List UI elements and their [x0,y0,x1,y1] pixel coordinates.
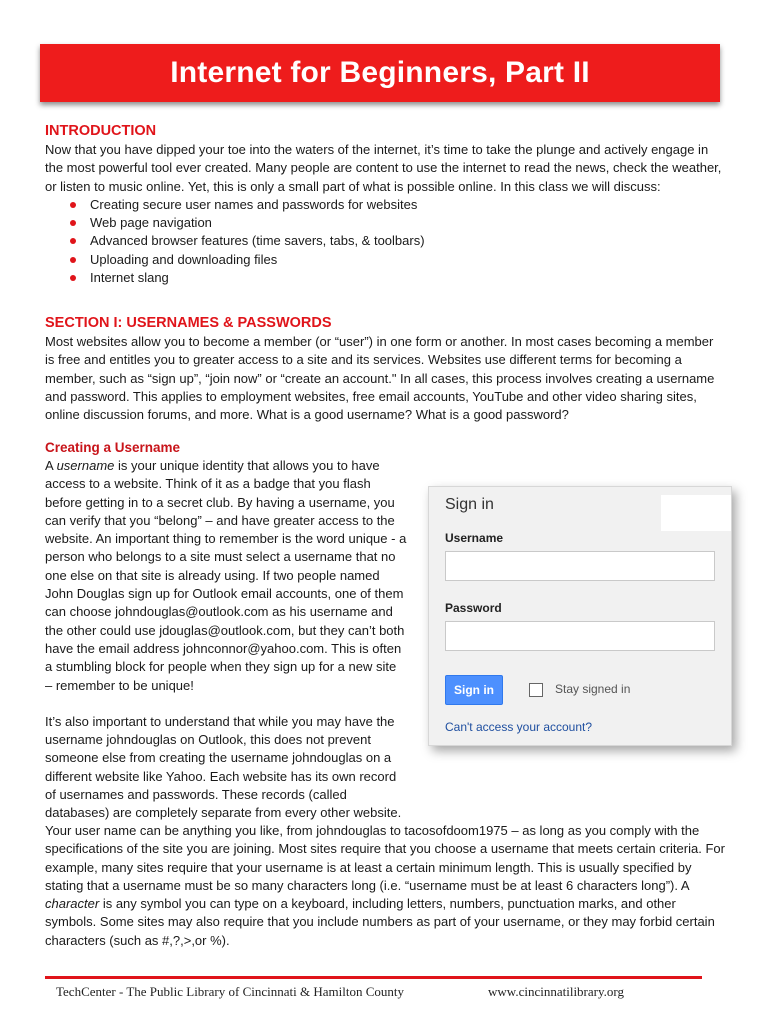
cant-access-link[interactable]: Can't access your account? [445,720,593,734]
list-item: Creating secure user names and passwords for websites [70,196,725,214]
introduction-section [45,121,725,287]
sign-in-button[interactable]: Sign in [445,675,503,705]
username-paragraph-1: A username is your unique identity that allows you to have access to a website. Think of it as a badge that you flash before getting in to a secret club. By having a username, you can verify that you “belong” – and have greater access to the website. An important thing to remember is the word unique - a person who belongs to a site must select a username that no one else on that site is already using. If two people named John Douglas sign up for Outlook email accounts, one of them can choose johndouglas@outlook.com as his username and the other could use jdouglas@outlook.com, but they can’t both have the email address johnconnor@yahoo.com. This is often a stumbling block for people when they sign up for a new site – remember to be unique! [45,458,407,693]
username-paragraph-3-block [45,822,725,950]
section-usernames-passwords [45,313,725,424]
footer-library: TechCenter - The Public Library of Cincinnati & Hamilton County [56,984,404,999]
title-banner [40,44,720,102]
page-title: Internet for Beginners, Part II [170,56,590,89]
introduction-heading: INTRODUCTION [45,123,157,139]
bullet-icon [70,202,76,208]
creating-username-section [45,439,407,823]
footer-url[interactable]: www.cincinnatilibrary.org [488,984,624,999]
list-item: Advanced browser features (time savers, tabs, & toolbars) [70,232,725,250]
introduction-text: Now that you have dipped your toe into the waters of the internet, it’s time to take the plunge and actively engage in the most powerful tool ever created. Many people are content to use the internet to read the news, check the weather, or listen to music online. Yet, this is only a small part of what is possible online. In this class we will discuss: [45,142,722,194]
password-label: Password [445,601,502,615]
footer-divider [45,976,702,979]
username-field[interactable] [445,551,715,581]
bullet-icon [70,275,76,281]
list-item: Web page navigation [70,214,725,232]
sign-in-screenshot [428,486,732,746]
section-text: Most websites allow you to become a member (or “user”) in one form or another. In most cases becoming a member is free and entitles you to greater access to a site and its services. Websites use different terms for becoming a member, such as “sign up”, “join now” or “create an account." In all cases, this process involves creating a username and password. This applies to employment websites, free email accounts, YouTube and other video sharing sites, online discussion forums, and more. What is a good username? What is a good password? [45,334,715,423]
list-item: Internet slang [70,269,725,287]
password-field[interactable] [445,621,715,651]
list-item: Uploading and downloading files [70,251,725,269]
username-paragraph-2: It’s also important to understand that while you may have the username johndouglas on Outlook, this does not prevent someone else from creating the username johndouglas on a different website like Yahoo. Each website has its own record of usernames and passwords. These records (called databases) are completely separate from every other website. [45,713,402,821]
topic-list [45,196,725,287]
bullet-icon [70,238,76,244]
white-patch [661,495,731,531]
username-label: Username [445,531,504,545]
subsection-heading: Creating a Username [45,440,181,455]
stay-signed-in-label: Stay signed in [555,682,631,696]
bullet-icon [70,220,76,226]
section-heading: SECTION I: USERNAMES & PASSWORDS [45,315,332,331]
sign-in-title: Sign in [445,496,494,513]
stay-signed-in-checkbox[interactable] [529,683,543,697]
username-paragraph-3: Your user name can be anything you like, from johndouglas to tacosofdoom1975 – as long as you comply with the specifications of the site you are joining. Most sites require that you choose a username that meets certain criteria. For example, many sites require that your username is at least a certain minimum length. This is usually specified by stating that a username must be so many characters long (i.e. “username must be at least 6 characters long”). A character is any symbol you can type on a keyboard, including letters, numbers, punctuation marks, and other symbols. Some sites may also require that you include numbers as part of your username, or they may forbid certain characters (such as #,?,>,or %). [45,823,725,948]
bullet-icon [70,257,76,263]
